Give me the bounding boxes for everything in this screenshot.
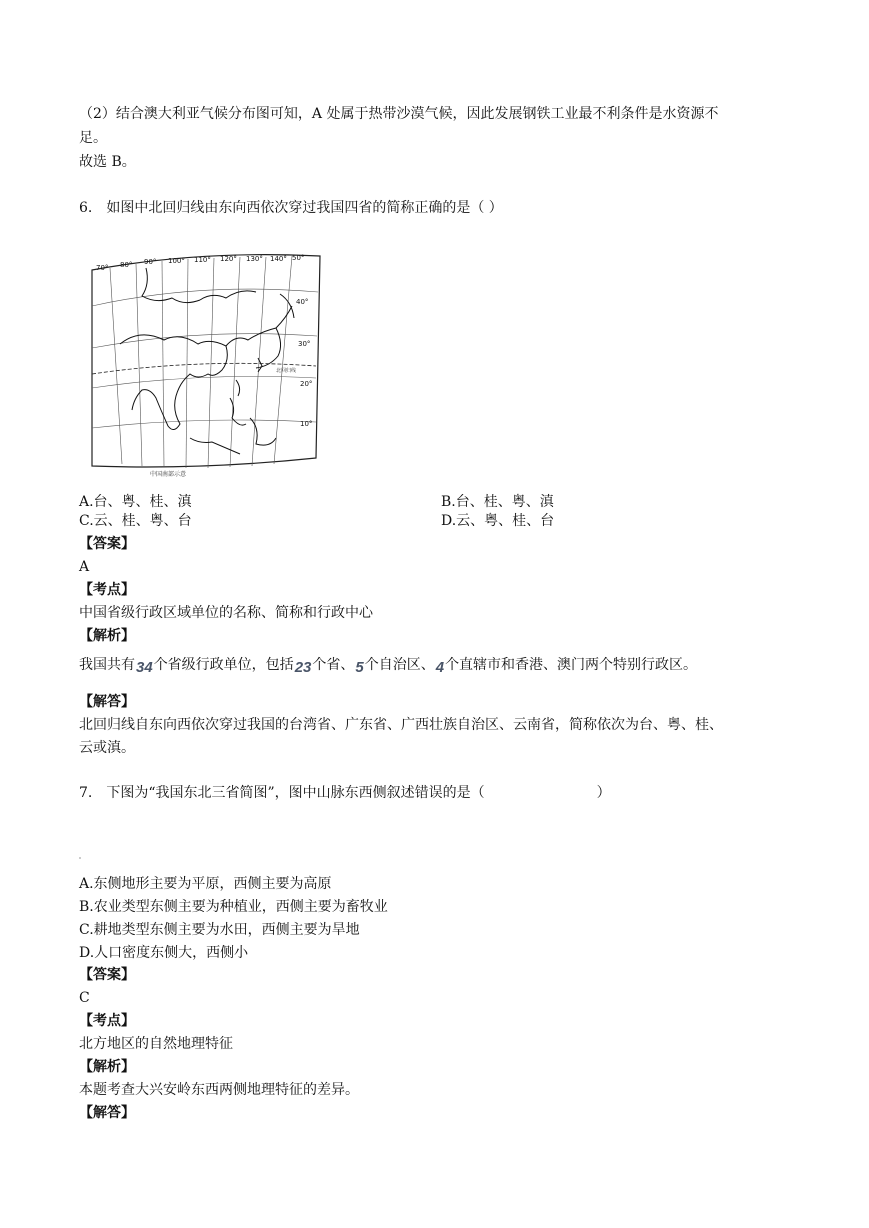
number-34: 34 — [136, 659, 153, 676]
lon-label: 80° — [120, 261, 133, 269]
q7-point-heading: 【考点】 — [79, 1013, 135, 1029]
prev-line-3: 故选 B。 — [79, 154, 136, 170]
analysis-text: 个自治区、 — [364, 657, 435, 673]
q6-point: 中国省级行政区域单位的名称、简称和行政中心 — [79, 605, 373, 621]
q7-point: 北方地区的自然地理特征 — [79, 1036, 233, 1052]
q6-analysis — [79, 655, 697, 675]
q6-option-c: C.云、桂、粤、台 — [79, 513, 192, 529]
prev-line-2: 足。 — [79, 130, 107, 146]
lat-label: 40° — [296, 298, 309, 306]
lon-label: 110° — [194, 256, 211, 264]
q7-analysis: 本题考查大兴安岭东西两侧地理特征的差异。 — [79, 1082, 359, 1098]
lon-label: 90° — [144, 258, 157, 266]
lon-label: 130° — [246, 255, 263, 263]
lon-label: 140° — [270, 255, 287, 263]
q6-solution-line-1: 北回归线自东向西依次穿过我国的台湾省、广东省、广西壮族自治区、云南省，简称依次为台、粤、桂、 — [79, 717, 723, 733]
prev-line-1: （2）结合澳大利亚气候分布图可知，A 处属于热带沙漠气候，因此发展钢铁工业最不利条件是水资源不 — [79, 106, 719, 122]
q7-solution-heading: 【解答】 — [79, 1105, 135, 1121]
number-5: 5 — [355, 659, 364, 676]
lon-label: 50° — [292, 254, 305, 262]
analysis-text: 个省、 — [312, 657, 355, 673]
q7-option-d: D.人口密度东侧大，西侧小 — [79, 945, 249, 961]
q6-answer: A — [79, 559, 90, 575]
number-4: 4 — [435, 659, 445, 676]
q6-option-d: D.云、粤、桂、台 — [441, 513, 555, 529]
q7-option-c: C.耕地类型东侧主要为水田，西侧主要为旱地 — [79, 922, 360, 938]
lon-label: 100° — [168, 257, 185, 265]
q6-option-a: A.台、粤、桂、滇 — [79, 494, 192, 510]
q6-solution-line-2: 云或滇。 — [79, 740, 135, 756]
tropic-label: 北回归线 — [276, 368, 297, 374]
analysis-text: 我国共有 — [79, 657, 135, 673]
q7-image-placeholder — [79, 857, 81, 859]
q6-analysis-heading: 【解析】 — [79, 628, 135, 644]
q6-map-figure — [80, 248, 328, 480]
analysis-text: 个省级行政单位，包括 — [153, 657, 294, 673]
map-caption: 中国南部示意 — [150, 471, 187, 478]
lon-label: 120° — [220, 255, 237, 263]
q6-option-b: B.台、桂、粤、滇 — [441, 494, 554, 510]
lat-label: 30° — [298, 340, 311, 348]
q6-point-heading: 【考点】 — [79, 582, 135, 598]
lon-label: 70° — [96, 264, 109, 272]
lat-label: 20° — [300, 380, 313, 388]
q7-option-a: A.东侧地形主要为平原，西侧主要为高原 — [79, 876, 332, 892]
q7-stem: 7. 下图为“我国东北三省简图”，图中山脉东西侧叙述错误的是（ ） — [79, 785, 611, 801]
number-23: 23 — [294, 659, 312, 676]
q7-answer-heading: 【答案】 — [79, 967, 135, 983]
q6-answer-heading: 【答案】 — [79, 536, 135, 552]
q7-option-b: B.农业类型东侧主要为种植业，西侧主要为畜牧业 — [79, 899, 388, 915]
analysis-text: 个直辖市和香港、澳门两个特别行政区。 — [445, 657, 698, 673]
q7-answer: C — [79, 990, 90, 1006]
lat-label: 10° — [300, 420, 313, 428]
q6-stem: 6. 如图中北回归线由东向西依次穿过我国四省的简称正确的是（ ） — [79, 200, 503, 216]
q7-analysis-heading: 【解析】 — [79, 1059, 135, 1075]
q6-solution-heading: 【解答】 — [79, 694, 135, 710]
